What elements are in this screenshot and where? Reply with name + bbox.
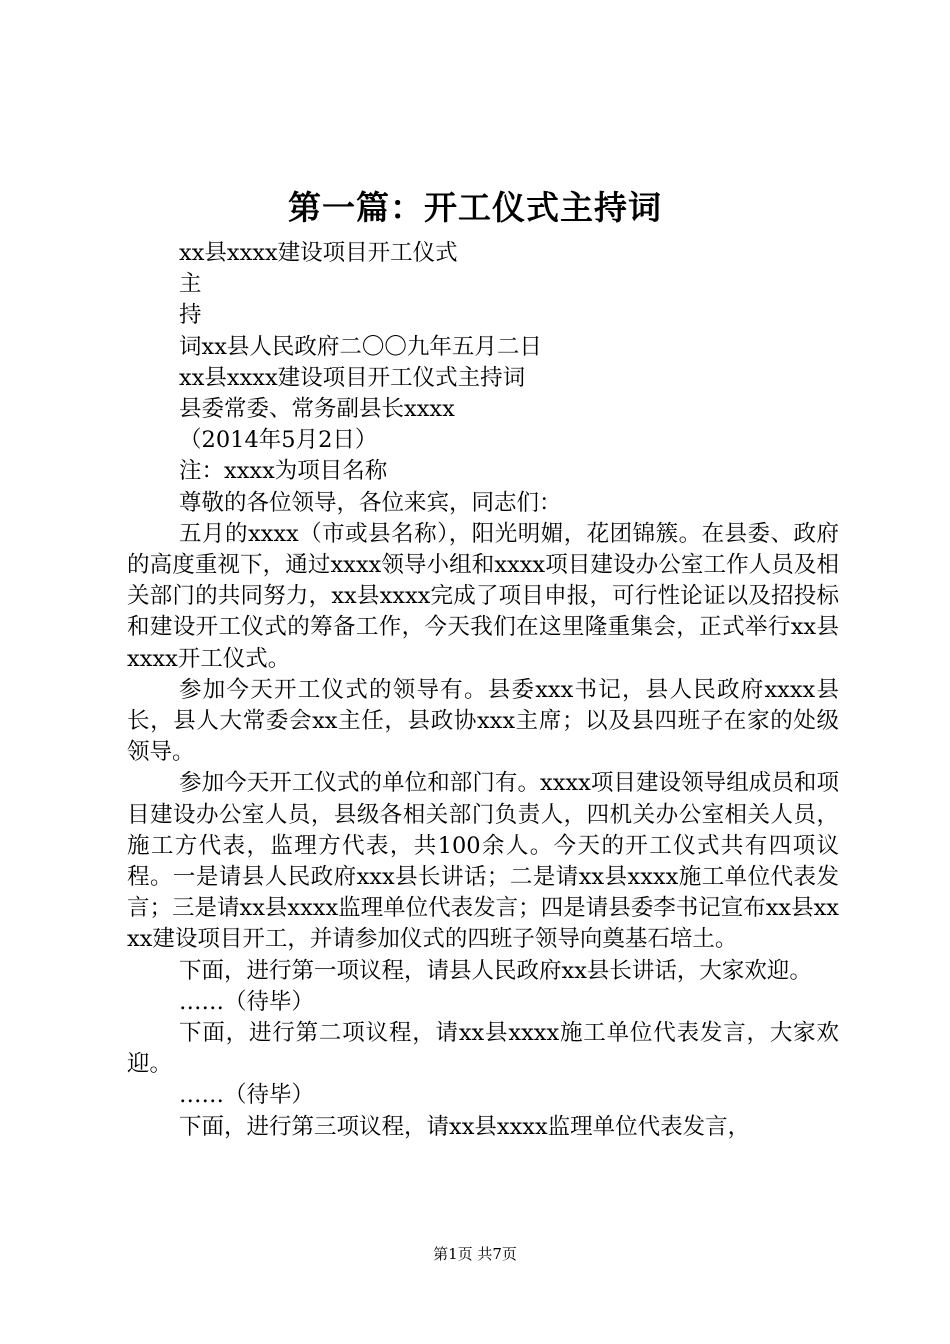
header-line: 注：xxxx为项目名称 [179, 458, 388, 485]
body-paragraph: 下面，进行第二项议程，请xx县xxxx施工单位代表发言，大家欢迎。 [127, 1019, 839, 1078]
body-paragraph: 下面，进行第一项议程，请县人民政府xx县长讲话，大家欢迎。 [179, 957, 812, 984]
header-line: 持 [179, 302, 202, 329]
body-paragraph: 五月的xxxx（市或县名称），阳光明媚，花团锦簇。在县委、政府的高度重视下，通过xxxx领导小组和xxxx项目建设办公室工作人员及相关部门的共同努力，xx县xxxx完成了项目申报，可行性论证以及招投标和建设开工仪式的筹备工作，今天我们在这里隆重集会，正式举行xx县xxxx开工仪式。 [127, 520, 839, 672]
header-line: 词xx县人民政府二〇〇九年五月二日 [179, 333, 542, 360]
header-line: （2014年5月2日） [179, 427, 378, 454]
page-footer: 第1页 共7页 [433, 1245, 517, 1263]
salutation: 尊敬的各位领导，各位来宾，同志们： [179, 489, 562, 516]
body-paragraph: ……（待毕） [179, 988, 315, 1015]
header-line: 主 [179, 271, 202, 298]
body-paragraph: 参加今天开工仪式的领导有。县委xxx书记，县人民政府xxxx县长，县人大常委会xx主任，县政协xxx主席；以及县四班子在家的处级领导。 [127, 676, 839, 766]
document-title: 第一篇：开工仪式主持词 [288, 188, 662, 227]
body-paragraph: 下面，进行第三项议程，请xx县xxxx监理单位代表发言， [179, 1113, 751, 1140]
body-paragraph: 参加今天开工仪式的单位和部门有。xxxx项目建设领导组成员和项目建设办公室人员，县级各相关部门负责人，四机关办公室相关人员，施工方代表，监理方代表，共100余人。今天的开工仪式共有四项议程。一是请县人民政府xxx县长讲话；二是请xx县xxxx施工单位代表发言；三是请xx县xxxx监理单位代表发言；四是请县委李书记宣布xx县xxxx建设项目开工，并请参加仪式的四班子领导向奠基石培土。 [127, 770, 839, 953]
header-line: xx县xxxx建设项目开工仪式主持词 [179, 364, 526, 391]
header-line: xx县xxxx建设项目开工仪式 [179, 240, 458, 266]
body-paragraph: ……（待毕） [179, 1082, 315, 1109]
header-line: 县委常委、常务副县长xxxx [179, 395, 455, 422]
document-body [127, 238, 839, 1143]
